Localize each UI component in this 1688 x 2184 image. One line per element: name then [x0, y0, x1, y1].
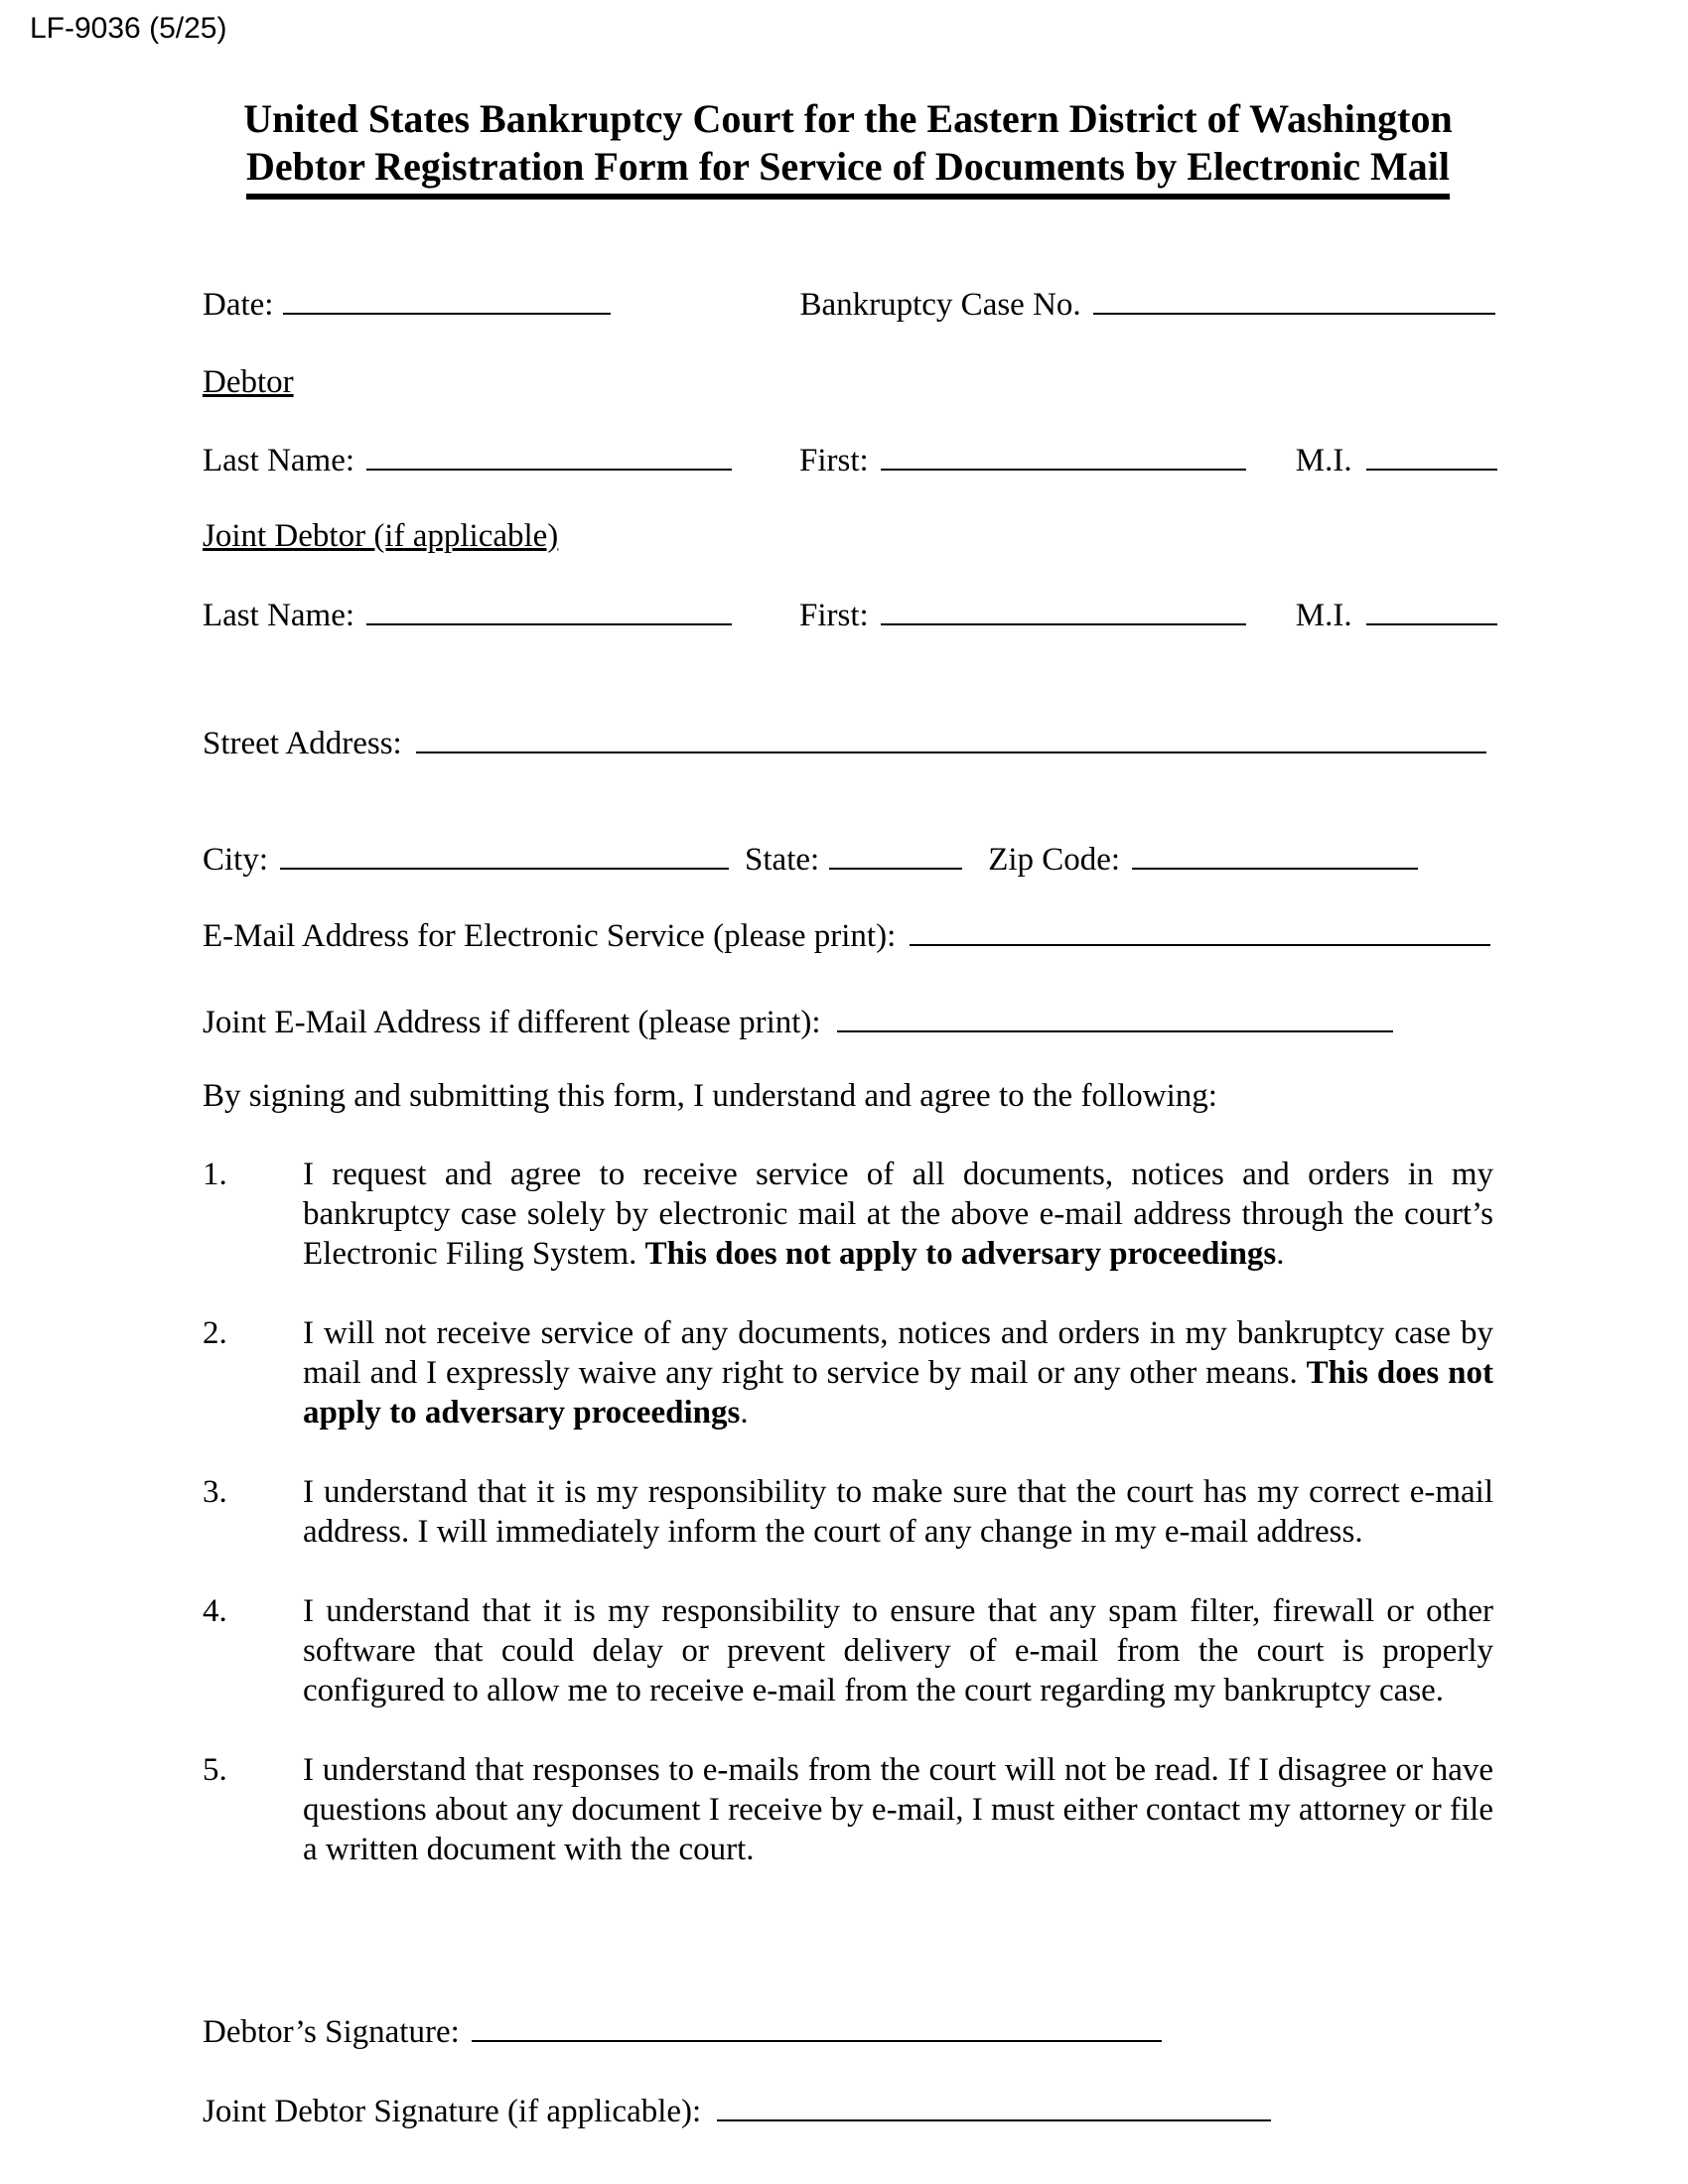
joint-debtor-heading: Joint Debtor (if applicable): [203, 518, 559, 554]
item-text: I understand that it is my responsibility to make sure that the court has my correct e-mail address. I will immediately inform the court of any change in my e-mail address.: [303, 1474, 1493, 1550]
city-label: City:: [203, 842, 269, 878]
city-state-zip-row: [203, 834, 1493, 881]
debtor-mi-label: M.I.: [1295, 443, 1352, 478]
agreement-item-2: [203, 1313, 1493, 1433]
item-number: 2.: [203, 1315, 227, 1351]
joint-first-name-field-line[interactable]: [881, 590, 1246, 625]
state-field-line[interactable]: [829, 834, 962, 870]
city-field-line[interactable]: [280, 834, 729, 870]
item-text: I understand that it is my responsibility to ensure that any spam filter, firewall or other software that could delay or prevent delivery of e-mail from the court is properly configured to allow me to receive e-mail from the court regarding my bankruptcy case.: [303, 1593, 1493, 1708]
item-number: 4.: [203, 1593, 227, 1629]
item-text: I understand that responses to e-mails from the court will not be read. If I disagree or have questions about any document I receive by e-mail, I must either contact my attorney or file a written document with the court.: [303, 1752, 1493, 1867]
email-field-line[interactable]: [910, 910, 1490, 946]
debtor-signature-row: [203, 2006, 1493, 2053]
zip-label: Zip Code:: [988, 842, 1121, 878]
joint-first-name-label: First:: [799, 598, 869, 633]
joint-signature-field-line[interactable]: [717, 2086, 1271, 2121]
form-number: LF-9036 (5/25): [30, 12, 227, 45]
joint-debtor-name-row: [203, 590, 1493, 636]
form-title: [203, 95, 1493, 200]
joint-last-name-field-line[interactable]: [366, 590, 732, 625]
date-case-row: [203, 279, 1493, 326]
debtor-heading: Debtor: [203, 364, 294, 400]
date-label: Date:: [203, 287, 274, 323]
agreement-intro: By signing and submitting this form, I understand and agree to the following:: [203, 1078, 1217, 1114]
debtor-last-name-label: Last Name:: [203, 443, 355, 478]
email-row: [203, 910, 1493, 957]
joint-mi-field-line[interactable]: [1366, 590, 1497, 625]
joint-mi-label: M.I.: [1295, 598, 1352, 633]
state-label: State:: [745, 842, 820, 878]
item-number: 3.: [203, 1474, 227, 1510]
agreement-item-3: [203, 1472, 1493, 1552]
case-no-field-line[interactable]: [1093, 279, 1495, 315]
item-number: 5.: [203, 1752, 227, 1788]
joint-signature-row: [203, 2086, 1493, 2132]
debtor-signature-field-line[interactable]: [472, 2006, 1162, 2042]
case-no-label: Bankruptcy Case No.: [799, 287, 1081, 323]
joint-email-label: Joint E-Mail Address if different (please print):: [203, 1005, 821, 1040]
joint-signature-label: Joint Debtor Signature (if applicable):: [203, 2094, 702, 2129]
debtor-last-name-field-line[interactable]: [366, 435, 732, 471]
email-label: E-Mail Address for Electronic Service (please print):: [203, 918, 897, 954]
zip-field-line[interactable]: [1132, 834, 1418, 870]
debtor-mi-field-line[interactable]: [1366, 435, 1497, 471]
item-number: 1.: [203, 1157, 227, 1192]
form-title-line1: United States Bankruptcy Court for the Eastern District of Washington: [243, 96, 1453, 141]
debtor-first-name-label: First:: [799, 443, 869, 478]
item-text: I request and agree to receive service of all documents, notices and orders in my bankruptcy case solely by electronic mail at the above e-mail address through the court’s Electronic Filing System. This does not apply to adversary proceedings.: [303, 1157, 1493, 1272]
agreement-item-1: [203, 1155, 1493, 1274]
item-text: I will not receive service of any documents, notices and orders in my bankruptcy case by mail and I expressly waive any right to service by mail or any other means. This does not apply to adversary proceedings.: [303, 1315, 1494, 1431]
date-field-line[interactable]: [283, 279, 611, 315]
street-address-field-line[interactable]: [416, 718, 1486, 753]
debtor-name-row: [203, 435, 1493, 481]
agreement-item-4: [203, 1591, 1493, 1710]
joint-last-name-label: Last Name:: [203, 598, 355, 633]
debtor-first-name-field-line[interactable]: [881, 435, 1246, 471]
street-address-row: [203, 718, 1493, 764]
form-content: [203, 0, 1493, 2132]
debtor-signature-label: Debtor’s Signature:: [203, 2014, 460, 2050]
joint-email-field-line[interactable]: [837, 997, 1393, 1032]
street-address-label: Street Address:: [203, 726, 402, 761]
agreement-item-5: [203, 1750, 1493, 1869]
joint-email-row: [203, 997, 1493, 1043]
form-title-line2: Debtor Registration Form for Service of Documents by Electronic Mail: [246, 143, 1450, 200]
